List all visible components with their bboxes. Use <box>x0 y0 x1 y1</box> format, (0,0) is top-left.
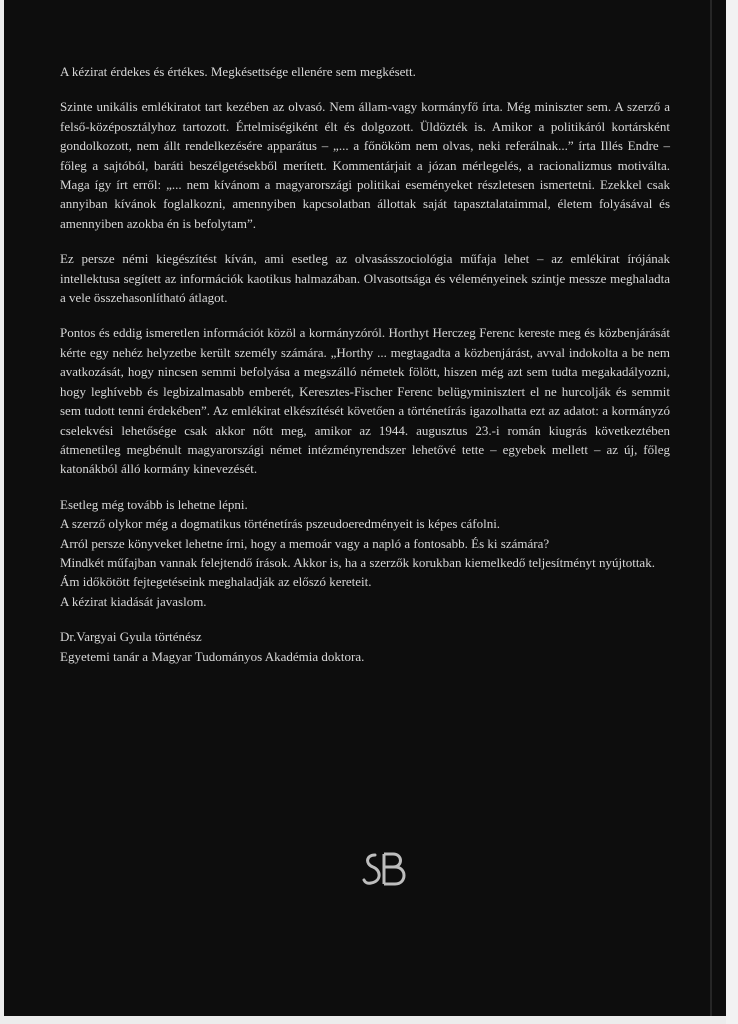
preface-text <box>60 62 670 682</box>
paragraph-memoir: Szinte unikális emlékiratot tart kezében az olvasó. Nem állam-vagy kormányfő írta. Még miniszter sem. A szerző a felső-középosztályhoz tartozott. Értelmiségiként élt és dolgozott. Üldözték is. Amikor a politikáról kortársként gondolkozott, nem állt rendelkezésére apparátus – „... a főnököm nem olvas, neki referálnak...” írta Illés Endre – főleg a sajtóból, baráti beszélgetésekből merített. Kommentárjait a józan mérlegelés, a racionalizmus motiválta. Maga így írt erről: „... nem kívánom a magyarországi politikai eseményeket részletesen ismertetni. Ezekkel csak annyiban kívánok foglalkozni, amennyiben kapcsolatban állottak saját tapasztalataimmal, életem folyásával és amennyiben azokba én is befolytam”. <box>60 99 670 231</box>
publisher-monogram-icon <box>362 850 410 888</box>
paragraph-sociology: Ez persze némi kiegészítést kíván, ami esetleg az olvasásszociológia műfaja lehet – az emlékirat írójának intellektusa segített az információk kaotikus halmazában. Olvasottsága és véleményeinek szintje messze meghaladta a vele összehasonlítható átlagot. <box>60 251 670 306</box>
cover-edge <box>726 0 738 1024</box>
paragraph-intro: A kézirat érdekes és értékes. Megkésettsége ellenére sem megkésett. <box>60 64 416 79</box>
closing-line: Arról persze könyveket lehetne írni, hogy a memoár vagy a napló a fontosabb. És ki számára? <box>60 535 550 551</box>
signature-block <box>60 627 670 666</box>
closing-line: A kézirat kiadását javaslom. <box>60 593 207 609</box>
closing-line: Ám időkötött fejtegetéseink meghaladják az előszó kereteit. <box>60 574 372 590</box>
signature-title: Egyetemi tanár a Magyar Tudományos Akadémia doktora. <box>60 648 365 664</box>
signature-name: Dr.Vargyai Gyula történész <box>60 629 202 645</box>
closing-line: A szerző olykor még a dogmatikus történetírás pszeudoeredményeit is képes cáfolni. <box>60 516 501 532</box>
closing-paragraph <box>60 495 670 611</box>
paragraph-horthy: Pontos és eddig ismeretlen információt közöl a kormányzóról. Horthyt Herczeg Ferenc kereste meg és közbenjárását kérte egy nehéz helyzetbe került személy számára. „Horthy ... megtagadta a közbenjárást, avval indokolta a be nem avatkozását, hogy nincsen semmi befolyása a megszálló németek fölött, hiszen még azt sem tudta megakadályozni, hogy leghívebb és legbizalmasabb emberét, Keresztes-Fischer Ferenc belügyminisztert el ne hurcolják és semmit sem tudott tenni érdekében”. Az emlékirat elkészítését követően a történetírás igazolhatta ezt az adatot: a kormányzó cselekvési lehetősége csak akkor nőtt meg, amikor az 1944. augusztus 23.-i román kiugrás következtében átmenetileg megbénult magyarországi német intézményrendszer lehetővé tette – egyebek mellett – az új, főleg katonákból álló kormány kinevezését. <box>60 325 670 477</box>
closing-line: Esetleg még tovább is lehetne lépni. <box>60 496 248 512</box>
closing-line: Mindkét műfajban vannak felejtendő írások. Akkor is, ha a szerzők korukban kiemelkedő teljesítményt nyújtottak. <box>60 554 655 570</box>
